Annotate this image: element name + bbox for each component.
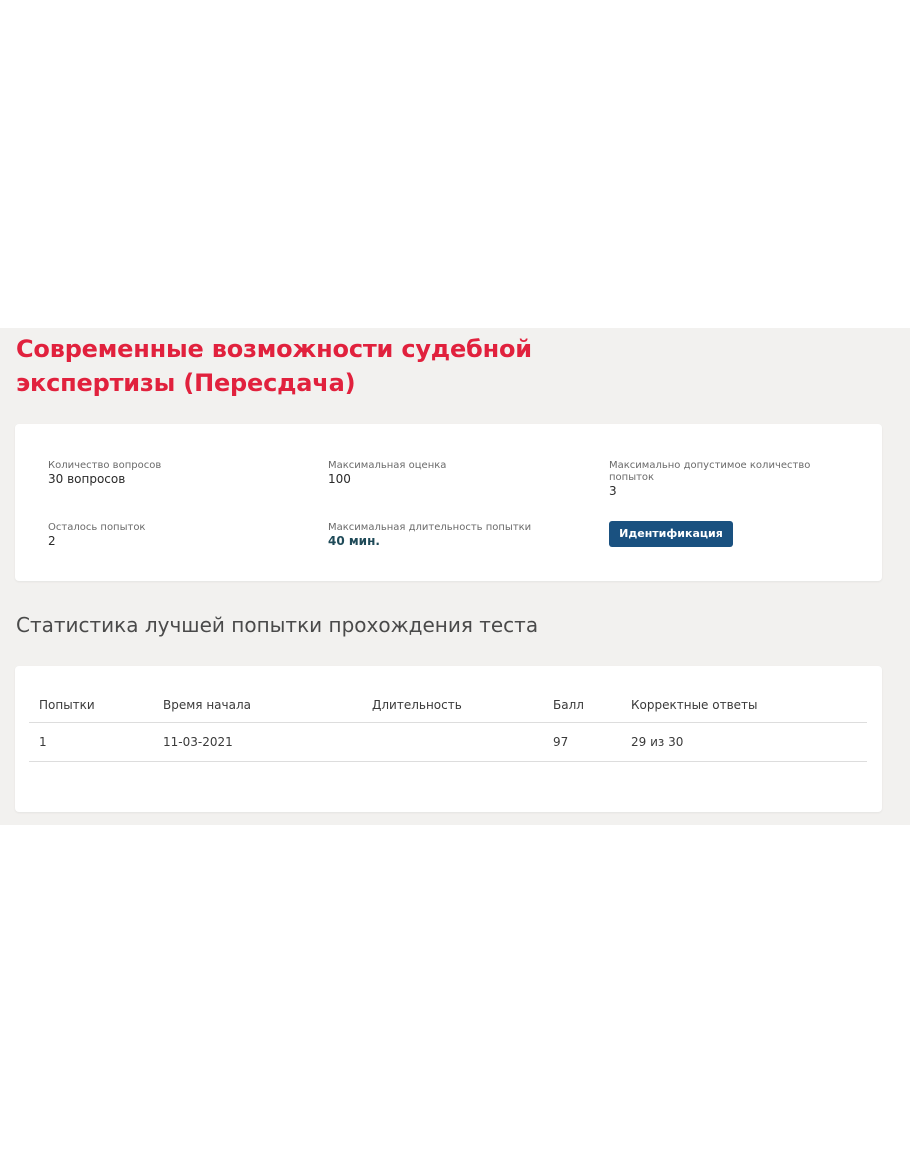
max-duration [328,522,588,548]
stats-table [29,688,867,762]
test-info-card [15,424,882,581]
remaining-attempts-label: Осталось попыток [48,522,146,533]
max-duration-value: 40 мин. [328,534,380,548]
max-attempts-label: Максимально допустимое количество попыток [609,460,811,483]
stats-header-row [29,688,867,723]
cell-start-time: 11-03-2021 [153,723,362,762]
max-attempts-value: 3 [609,484,617,498]
course-title: Современные возможности судебной экспертизы (Пересдача) [16,335,532,397]
remaining-attempts [48,522,298,548]
max-score [328,460,578,486]
max-score-value: 100 [328,472,351,486]
table-row [29,723,867,762]
cell-attempt: 1 [29,723,153,762]
cell-duration [362,723,543,762]
max-duration-label: Максимальная длительность попытки [328,522,532,533]
column-header-correct-answers: Корректные ответы [621,688,867,723]
stats-heading: Статистика лучшей попытки прохождения теста [16,613,539,637]
test-info-panel [0,328,910,825]
column-header-start-time: Время начала [153,688,362,723]
questions-count [48,460,298,486]
remaining-attempts-value: 2 [48,534,56,548]
identification-button[interactable]: Идентификация [609,521,733,547]
column-header-duration: Длительность [362,688,543,723]
max-score-label: Максимальная оценка [328,460,447,471]
questions-count-label: Количество вопросов [48,460,162,471]
column-header-attempts: Попытки [29,688,153,723]
cell-score: 97 [543,723,621,762]
questions-count-value: 30 вопросов [48,472,126,486]
stats-card [15,666,882,812]
column-header-score: Балл [543,688,621,723]
max-attempts [609,460,824,498]
cell-correct-answers: 29 из 30 [621,723,867,762]
